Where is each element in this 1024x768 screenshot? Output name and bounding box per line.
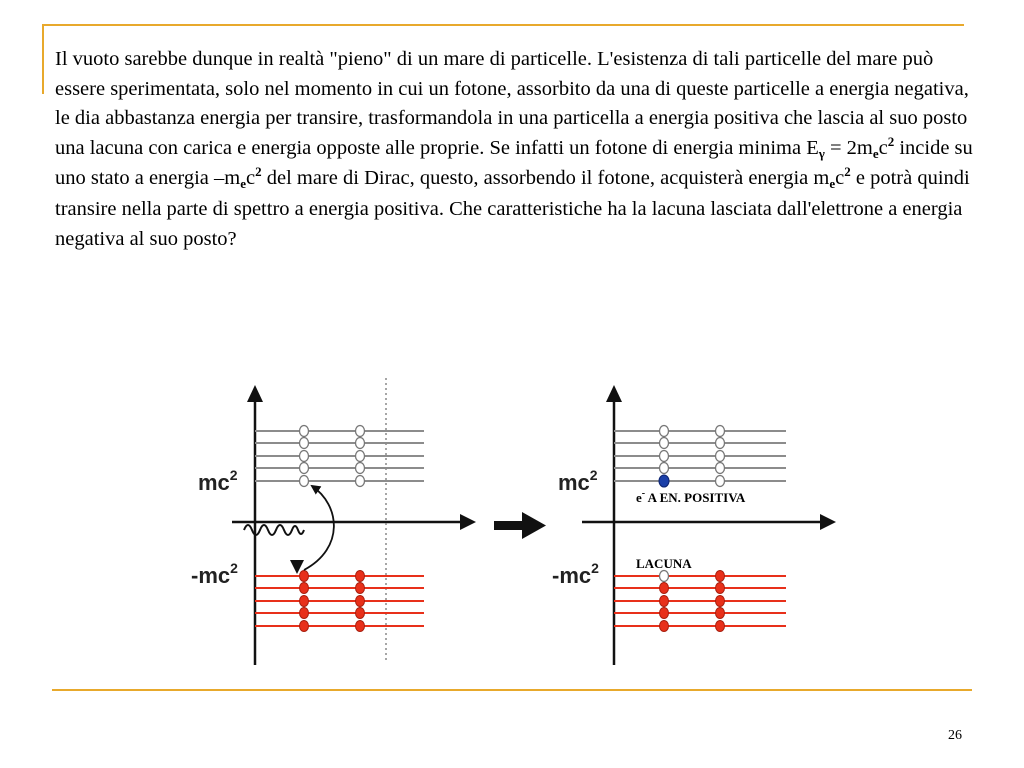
left-positive-levels <box>255 431 424 481</box>
filled-state <box>356 583 365 594</box>
paragraph-text: c <box>835 167 845 190</box>
right-negative-energy-label: $-mc^2$ <box>552 560 599 588</box>
process-arrow-head <box>522 512 546 539</box>
filled-state <box>356 621 365 632</box>
promoted-electron <box>659 475 669 487</box>
empty-state <box>356 476 365 487</box>
left-positive-energy-label: $mc^2$ <box>198 467 238 495</box>
photon-wave-icon <box>244 525 304 535</box>
filled-state <box>356 596 365 607</box>
filled-state <box>660 583 669 594</box>
paragraph-text: c <box>878 136 888 159</box>
right-energy-axis-arrow-icon <box>606 385 622 402</box>
empty-state <box>300 426 309 437</box>
empty-state <box>356 426 365 437</box>
empty-state <box>716 451 725 462</box>
superscript-2: 2 <box>887 133 895 149</box>
electron-positive-energy-label: e- A EN. POSITIVA <box>636 488 746 505</box>
paragraph-text: del mare di Dirac, questo, assorbendo il fotone, acquisterà energia m <box>261 167 830 190</box>
empty-state <box>300 463 309 474</box>
paragraph-text: incide su uno stato a energia –m <box>55 136 973 190</box>
filled-state <box>716 621 725 632</box>
left-energy-axis-arrow-icon <box>247 385 263 402</box>
subscript-e: e <box>240 176 246 192</box>
left-panel <box>191 378 476 665</box>
filled-state <box>356 571 365 582</box>
empty-state <box>660 451 669 462</box>
subscript-e: e <box>872 145 879 161</box>
subscript-e: e <box>829 176 836 192</box>
empty-state <box>356 463 365 474</box>
right-momentum-axis-arrow-icon <box>820 514 836 530</box>
empty-state <box>660 463 669 474</box>
filled-state <box>300 608 309 619</box>
empty-state <box>716 463 725 474</box>
filled-state <box>716 608 725 619</box>
right-positive-levels <box>614 431 786 481</box>
superscript-2: 2 <box>844 164 851 180</box>
filled-state <box>300 571 309 582</box>
empty-state <box>356 451 365 462</box>
paragraph-text: = 2m <box>824 136 873 159</box>
process-arrow-icon <box>494 512 546 539</box>
bottom-rule <box>52 689 972 691</box>
hole-state <box>660 571 669 582</box>
transition-arrow <box>304 486 334 570</box>
empty-state <box>716 426 725 437</box>
subscript-gamma: γ <box>818 145 825 161</box>
filled-state <box>300 621 309 632</box>
filled-state <box>300 583 309 594</box>
empty-state <box>300 451 309 462</box>
filled-state <box>716 583 725 594</box>
right-negative-levels <box>614 576 786 626</box>
empty-state <box>716 476 725 487</box>
superscript-2: 2 <box>255 164 262 180</box>
empty-state <box>660 438 669 449</box>
right-positive-energy-label: $mc^2$ <box>558 467 598 495</box>
empty-state <box>716 438 725 449</box>
paragraph-text: e potrà quindi transire nella parte di spettro a energia positiva. Che caratteristiche ha la lacuna lasciata dall'elettrone a energia negativa al suo posto? <box>55 167 970 250</box>
paragraph-text: c <box>246 167 256 190</box>
filled-state <box>660 621 669 632</box>
empty-state <box>300 476 309 487</box>
filled-state <box>300 596 309 607</box>
left-negative-energy-label: $-mc^2$ <box>191 560 238 588</box>
filled-state <box>356 608 365 619</box>
left-negative-levels <box>255 576 424 626</box>
empty-state <box>356 438 365 449</box>
left-momentum-axis-arrow-icon <box>460 514 476 530</box>
filled-state <box>716 571 725 582</box>
filled-state <box>716 596 725 607</box>
empty-state <box>660 426 669 437</box>
process-arrow-shaft <box>494 521 526 530</box>
filled-state <box>660 608 669 619</box>
right-panel <box>552 385 836 665</box>
paragraph-text: Il vuoto sarebbe dunque in realtà "pieno" di un mare di particelle. L'esistenza di tali particelle del mare può essere sperimentata, solo nel momento in cui un fotone, assorbito da una di queste particelle a energia negativa, le dia abbastanza energia per transire, trasformandola in una particella a energia positiva che lascia al suo posto una lacuna con carica e energia opposte alle proprie. Se infatti un fotone di energia minima E <box>55 48 969 159</box>
page-number: 26 <box>948 728 962 743</box>
filled-state <box>660 596 669 607</box>
empty-state <box>300 438 309 449</box>
hole-label: LACUNA <box>636 556 692 571</box>
